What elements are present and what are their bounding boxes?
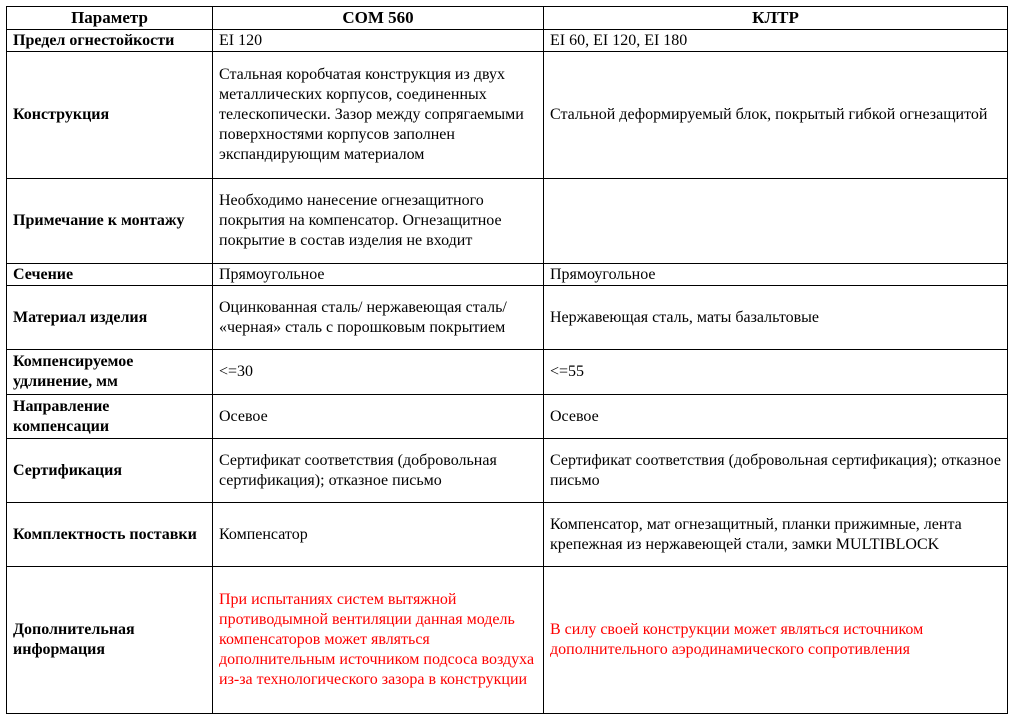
param-cell: Сертификация [7,439,213,503]
com560-cell: Необходимо нанесение огнезащитного покрытия на компенсатор. Огнезащитное покрытие в состав изделия не входит [213,179,544,264]
kltr-cell [544,179,1008,264]
kltr-cell: <=55 [544,350,1008,395]
com560-cell: При испытаниях систем вытяжной противодымной вентиляции данная модель компенсаторов может являться дополнительным источником подсоса воздуха из-за технологического зазора в конструкции [213,567,544,714]
com560-cell: <=30 [213,350,544,395]
table-header-row [7,7,1008,30]
table-row-construction [7,52,1008,179]
com560-cell: EI 120 [213,30,544,52]
kltr-cell: В силу своей конструкции может являться источником дополнительного аэродинамического сопротивления [544,567,1008,714]
param-cell: Комплектность поставки [7,503,213,567]
kltr-cell: Прямоугольное [544,264,1008,286]
param-cell: Предел огнестойкости [7,30,213,52]
header-param: Параметр [7,7,213,30]
kltr-cell: Сертификат соответствия (добровольная сертификация); отказное письмо [544,439,1008,503]
param-cell: Дополнительная информация [7,567,213,714]
table-row-material [7,286,1008,350]
kltr-cell: Компенсатор, мат огнезащитный, планки прижимные, лента крепежная из нержавеющей стали, замки MULTIBLOCK [544,503,1008,567]
table-row-section [7,264,1008,286]
param-cell: Материал изделия [7,286,213,350]
com560-cell: Прямоугольное [213,264,544,286]
param-cell: Конструкция [7,52,213,179]
table-row-delivery-set [7,503,1008,567]
table-row-fire-resistance [7,30,1008,52]
table-row-installation-note [7,179,1008,264]
com560-cell: Оцинкованная сталь/ нержавеющая сталь/ «черная» сталь с порошковым покрытием [213,286,544,350]
com560-cell: Компенсатор [213,503,544,567]
header-com560: COM 560 [213,7,544,30]
kltr-cell: Осевое [544,395,1008,439]
table-row-additional-info [7,567,1008,714]
header-kltr: КЛТР [544,7,1008,30]
param-cell: Компенсируемое удлинение, мм [7,350,213,395]
param-cell: Направление компенсации [7,395,213,439]
param-cell: Примечание к монтажу [7,179,213,264]
table-row-elongation [7,350,1008,395]
com560-cell: Сертификат соответствия (добровольная сертификация); отказное письмо [213,439,544,503]
com560-cell: Стальная коробчатая конструкция из двух металлических корпусов, соединенных телескопически. Зазор между сопрягаемыми поверхностями корпусов заполнен экспандирующим материалом [213,52,544,179]
kltr-cell: Нержавеющая сталь, маты базальтовые [544,286,1008,350]
kltr-cell: EI 60, EI 120, EI 180 [544,30,1008,52]
kltr-cell: Стальной деформируемый блок, покрытый гибкой огнезащитой [544,52,1008,179]
com560-cell: Осевое [213,395,544,439]
table-row-certification [7,439,1008,503]
table-row-compensation-direction [7,395,1008,439]
param-cell: Сечение [7,264,213,286]
comparison-table [6,6,1008,714]
